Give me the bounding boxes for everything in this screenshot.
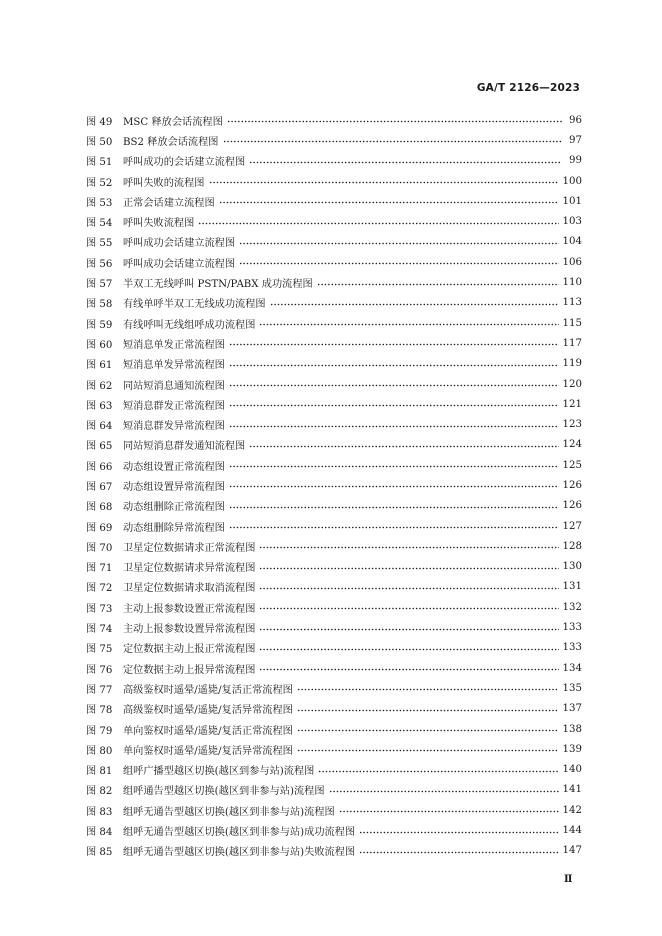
page-number: 113	[562, 297, 582, 309]
dot-leader	[259, 628, 558, 631]
dot-leader	[259, 567, 558, 570]
toc-entry[interactable]	[86, 435, 582, 455]
figure-number: 图 62	[86, 380, 113, 392]
dot-leader	[317, 283, 559, 286]
figure-number: 图 82	[86, 786, 113, 798]
page-number: 115	[562, 317, 582, 329]
page-number: 140	[562, 764, 582, 776]
dot-leader	[270, 303, 559, 306]
figure-number: 图 71	[86, 563, 113, 575]
page-number: 133	[562, 642, 582, 654]
figure-number: 图 66	[86, 461, 113, 473]
figure-title: 呼叫失败流程图	[123, 218, 195, 230]
figure-title: 组呼无通告型越区切换(越区到非参与站)失败流程图	[123, 847, 356, 859]
dot-leader	[227, 120, 562, 123]
toc-entry[interactable]	[86, 293, 582, 313]
figure-title: 呼叫成功会话建立流程图	[123, 258, 236, 270]
page-number: 117	[562, 337, 582, 349]
page-number: 97	[569, 134, 582, 146]
toc-entry[interactable]	[86, 638, 582, 658]
page-number: 99	[569, 155, 582, 167]
figure-title: 短消息单发正常流程图	[123, 339, 225, 351]
figure-title: 定位数据主动上报正常流程图	[123, 644, 256, 656]
figure-number: 图 56	[86, 258, 113, 270]
figure-title: 短消息单发异常流程图	[123, 360, 225, 372]
dot-leader	[229, 343, 559, 346]
toc-entry[interactable]	[86, 130, 582, 150]
figure-number: 图 69	[86, 522, 113, 534]
figure-number: 图 80	[86, 745, 113, 757]
figure-number: 图 83	[86, 806, 113, 818]
toc-entry[interactable]	[86, 455, 582, 475]
figure-number: 图 84	[86, 827, 113, 839]
page-number: 123	[562, 419, 582, 431]
dot-leader	[239, 242, 558, 245]
page-number: 125	[562, 459, 582, 471]
dot-leader	[259, 648, 558, 651]
dot-leader	[229, 425, 559, 428]
dot-leader	[219, 201, 559, 204]
toc-entry[interactable]	[86, 151, 582, 171]
figure-number: 图 60	[86, 339, 113, 351]
figure-title: 短消息群发正常流程图	[123, 400, 225, 412]
figure-number: 图 54	[86, 218, 113, 230]
page-number: 132	[562, 601, 582, 613]
figure-number: 图 57	[86, 279, 113, 291]
figure-title: 组呼广播型越区切换(越区到参与站)流程图	[123, 766, 315, 778]
figure-title: 有线呼叫无线组呼成功流程图	[123, 319, 256, 331]
toc-entry[interactable]	[86, 252, 582, 272]
page-number: 128	[562, 540, 582, 552]
page-number: 101	[562, 195, 582, 207]
dot-leader	[297, 709, 559, 712]
figure-title: 有线单呼半双工无线成功流程图	[123, 299, 266, 311]
dot-leader	[259, 546, 558, 549]
page-number: 137	[562, 703, 582, 715]
toc-entry[interactable]	[86, 414, 582, 434]
figure-title: 定位数据主动上报异常流程图	[123, 664, 256, 676]
page-folio: Ⅱ	[564, 874, 573, 885]
toc-entry[interactable]	[86, 110, 582, 130]
figure-title: 主动上报参数设置异常流程图	[123, 624, 256, 636]
figure-number: 图 55	[86, 238, 113, 250]
toc-entry[interactable]	[86, 800, 582, 820]
figure-number: 图 65	[86, 441, 113, 453]
figure-title: 动态组设置异常流程图	[123, 481, 225, 493]
figure-number: 图 68	[86, 502, 113, 514]
dot-leader	[318, 770, 558, 773]
page-number: 135	[562, 682, 582, 694]
figure-title: 主动上报参数设置正常流程图	[123, 603, 256, 615]
figure-number: 图 59	[86, 319, 113, 331]
toc-entry[interactable]	[86, 394, 582, 414]
figure-number: 图 61	[86, 360, 113, 372]
dot-leader	[259, 607, 558, 610]
page-number: 103	[562, 216, 582, 228]
toc-entry[interactable]	[86, 617, 582, 637]
toc-entry[interactable]	[86, 516, 582, 536]
dot-leader	[239, 262, 558, 265]
figure-title: 同站短消息通知流程图	[123, 380, 225, 392]
figure-title: MSC 释放会话流程图	[123, 116, 223, 128]
toc-entry[interactable]	[86, 232, 582, 252]
dot-leader	[259, 587, 558, 590]
figure-number: 图 81	[86, 766, 113, 778]
dot-leader	[297, 729, 559, 732]
toc-entry[interactable]	[86, 699, 582, 719]
page-number: 138	[562, 723, 582, 735]
dot-leader	[329, 790, 559, 793]
toc-entry[interactable]	[86, 496, 582, 516]
figure-title: 动态组删除正常流程图	[123, 502, 225, 514]
page-number: 126	[562, 500, 582, 512]
dot-leader	[297, 749, 559, 752]
dot-leader	[249, 161, 562, 164]
toc-entry[interactable]	[86, 171, 582, 191]
toc-entry[interactable]	[86, 739, 582, 759]
page-number: 142	[562, 804, 582, 816]
figure-number: 图 79	[86, 725, 113, 737]
page-number: 133	[562, 622, 582, 634]
figure-number: 图 70	[86, 542, 113, 554]
figure-title: 高级鉴权时遥晕/遥毙/复活异常流程图	[123, 705, 293, 717]
toc-entry[interactable]	[86, 557, 582, 577]
page-number: 96	[569, 114, 582, 126]
figure-number: 图 74	[86, 624, 113, 636]
figure-number: 图 72	[86, 583, 113, 595]
toc-entry[interactable]	[86, 780, 582, 800]
figure-title: 单向鉴权时遥晕/遥毙/复活正常流程图	[123, 725, 293, 737]
dot-leader	[229, 526, 559, 529]
page-number: 139	[562, 743, 582, 755]
toc-entry[interactable]	[86, 719, 582, 739]
figure-title: 单向鉴权时遥晕/遥毙/复活异常流程图	[123, 745, 293, 757]
figure-number: 图 64	[86, 421, 113, 433]
toc-entry[interactable]	[86, 760, 582, 780]
figure-number: 图 77	[86, 684, 113, 696]
page-number: 104	[562, 236, 582, 248]
figure-number: 图 75	[86, 644, 113, 656]
figure-number: 图 76	[86, 664, 113, 676]
figure-title: 呼叫失败的流程图	[123, 177, 205, 189]
figure-number: 图 58	[86, 299, 113, 311]
figure-title: 半双工无线呼叫 PSTN/PABX 成功流程图	[123, 279, 313, 291]
toc-entry[interactable]	[86, 841, 582, 861]
dot-leader	[259, 323, 558, 326]
dot-leader	[359, 851, 558, 854]
page-number: 110	[562, 277, 582, 289]
toc-entry[interactable]	[86, 354, 582, 374]
page-number: 141	[562, 784, 582, 796]
figure-title: 组呼无通告型越区切换(越区到非参与站)成功流程图	[123, 827, 356, 839]
figure-number: 图 67	[86, 481, 113, 493]
page-number: 100	[562, 175, 582, 187]
toc-entry[interactable]	[86, 820, 582, 840]
figure-title: 卫星定位数据请求异常流程图	[123, 563, 256, 575]
figure-title: 呼叫成功的会话建立流程图	[123, 157, 246, 169]
figure-number: 图 73	[86, 603, 113, 615]
toc-entry[interactable]	[86, 333, 582, 353]
page-number: 134	[562, 662, 582, 674]
page-number: 119	[562, 358, 582, 370]
toc-entry[interactable]	[86, 272, 582, 292]
dot-leader	[209, 181, 559, 184]
toc-entry[interactable]	[86, 374, 582, 394]
dot-leader	[229, 485, 559, 488]
figure-title: 同站短消息群发通知流程图	[123, 441, 246, 453]
toc-entry[interactable]	[86, 211, 582, 231]
figure-number: 图 50	[86, 136, 113, 148]
figure-title: 卫星定位数据请求取消流程图	[123, 583, 256, 595]
page-number: 130	[562, 561, 582, 573]
dot-leader	[223, 140, 563, 143]
figure-title: BS2 释放会话流程图	[123, 136, 219, 148]
toc-entry[interactable]	[86, 191, 582, 211]
dot-leader	[249, 445, 558, 448]
page-number: 127	[562, 520, 582, 532]
page-number: 121	[562, 398, 582, 410]
figure-title: 正常会话建立流程图	[123, 197, 215, 209]
figure-number: 图 63	[86, 400, 113, 412]
dot-leader	[229, 404, 559, 407]
figure-title: 高级鉴权时遥晕/遥毙/复活正常流程图	[123, 684, 293, 696]
dot-leader	[259, 668, 558, 671]
figure-title: 动态组设置正常流程图	[123, 461, 225, 473]
document-code: GA/T 2126—2023	[476, 82, 580, 94]
dot-leader	[339, 810, 559, 813]
figure-number: 图 52	[86, 177, 113, 189]
page-number: 126	[562, 479, 582, 491]
toc-entry[interactable]	[86, 475, 582, 495]
toc-entry[interactable]	[86, 313, 582, 333]
figure-number: 图 85	[86, 847, 113, 859]
dot-leader	[229, 384, 559, 387]
figure-title: 组呼通告型越区切换(越区到非参与站)流程图	[123, 786, 325, 798]
page-number: 120	[562, 378, 582, 390]
toc-entry[interactable]	[86, 536, 582, 556]
figure-number: 图 53	[86, 197, 113, 209]
dot-leader	[229, 465, 559, 468]
figure-title: 卫星定位数据请求正常流程图	[123, 542, 256, 554]
toc-entry[interactable]	[86, 658, 582, 678]
page-number: 106	[562, 256, 582, 268]
dot-leader	[229, 506, 559, 509]
page-number: 124	[562, 439, 582, 451]
figure-title: 呼叫成功会话建立流程图	[123, 238, 236, 250]
figure-title: 组呼无通告型越区切换(越区到非参与站)流程图	[123, 806, 335, 818]
page-number: 131	[562, 581, 582, 593]
figure-title: 短消息群发异常流程图	[123, 421, 225, 433]
page-number: 147	[562, 845, 582, 857]
page-number: 144	[562, 825, 582, 837]
figure-number: 图 78	[86, 705, 113, 717]
figure-title: 动态组删除异常流程图	[123, 522, 225, 534]
figure-number: 图 49	[86, 116, 113, 128]
dot-leader	[359, 831, 558, 834]
toc-entry[interactable]	[86, 577, 582, 597]
figure-list	[86, 110, 582, 861]
dot-leader	[297, 688, 559, 691]
dot-leader	[229, 364, 559, 367]
toc-entry[interactable]	[86, 597, 582, 617]
figure-number: 图 51	[86, 157, 113, 169]
dot-leader	[198, 222, 558, 225]
toc-entry[interactable]	[86, 678, 582, 698]
